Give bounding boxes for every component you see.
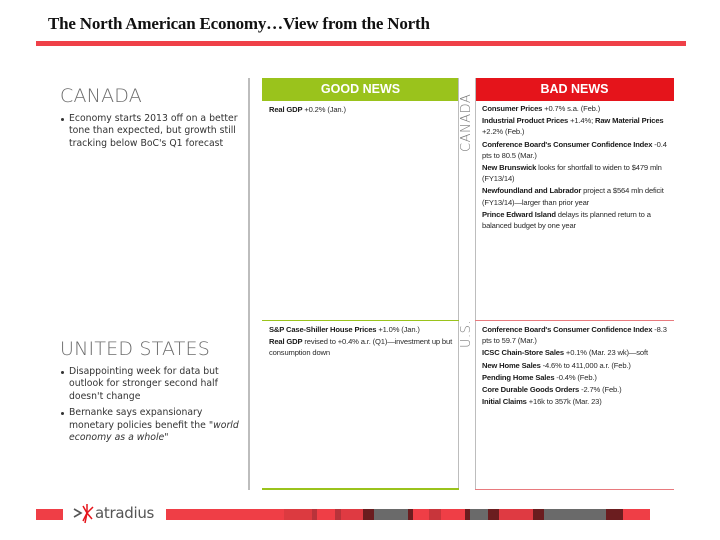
footer-bar-segment (166, 509, 284, 520)
us-bullet-quote: "world economy as a whole" (69, 419, 239, 444)
bad-news-section-divider (475, 320, 674, 321)
news-item: New Brunswick looks for shortfall to widen to $479 mln (FY13/14) (482, 163, 662, 184)
footer-bar-segment (470, 509, 488, 520)
bad-news-header: BAD NEWS (475, 78, 674, 101)
canada-bullets (60, 113, 245, 150)
news-item: Conference Board's Consumer Confidence Index -0.4 pts to 80.5 (Mar.) (482, 139, 667, 160)
footer-color-bar (166, 509, 650, 520)
news-item: Consumer Prices +0.7% s.a. (Feb.) (482, 104, 601, 113)
atradius-logo-icon (72, 501, 94, 525)
side-label-canada: CANADA (459, 93, 474, 152)
us-heading: UNITED STATES (60, 338, 210, 360)
footer-bar-segment (544, 509, 606, 520)
us-bullet-text: Bernanke says expansionary monetary policies benefit the (69, 407, 206, 431)
good-news-header: GOOD NEWS (262, 78, 459, 101)
news-item: Conference Board's Consumer Confidence Index -8.3 pts to 59.7 (Mar.) (482, 325, 667, 346)
atradius-logo (72, 501, 154, 525)
good-news-column (262, 78, 459, 490)
us-bullets (60, 366, 250, 444)
news-item: Pending Home Sales -0.4% (Feb.) (482, 372, 597, 382)
news-item: Core Durable Goods Orders -2.7% (Feb.) (482, 385, 622, 395)
news-item: Real GDP +0.2% (Jan.) (269, 105, 346, 114)
news-item: Initial Claims +16k to 357k (Mar. 23) (482, 397, 602, 407)
footer-bar-segment (429, 509, 441, 520)
canada-heading: CANADA (60, 85, 142, 107)
news-item: Real GDP revised to +0.4% a.r. (Q1)—investment up but consumption down (269, 337, 453, 358)
news-item: New Home Sales -4.6% to 411,000 a.r. (Feb.) (482, 360, 631, 370)
footer-bar-segment (317, 509, 335, 520)
good-news-us-list (269, 324, 457, 360)
news-item: S&P Case-Shiller House Prices +1.0% (Jan.) (269, 325, 420, 334)
footer-bar-segment (533, 509, 544, 520)
footer-bar-segment (341, 509, 363, 520)
us-bullet: Disappointing week for data but outlook for stronger second half doesn't change (60, 366, 250, 403)
good-news-canada-list (269, 104, 457, 116)
footer-bar-segment (441, 509, 465, 520)
slide-title: The North American Economy…View from the North (48, 14, 430, 33)
footer-bar-segment (363, 509, 374, 520)
side-label-us: U.S. (459, 319, 474, 348)
news-item: Prince Edward Island delays its planned return to a balanced budget by one year (482, 209, 651, 231)
footer-bar-segment (374, 509, 408, 520)
news-item: ICSC Chain-Store Sales +0.1% (Mar. 23 wk)—soft (482, 348, 648, 358)
bad-news-border (475, 78, 476, 490)
footer-bar-segment (623, 509, 650, 520)
us-summary (60, 338, 250, 448)
news-item: Industrial Product Prices +1.4%; Raw Material Prices +2.2% (Feb.) (482, 116, 664, 137)
good-news-section-divider (262, 320, 459, 321)
footer-bar-segment (488, 509, 499, 520)
bad-news-column (475, 78, 674, 490)
title-rule (36, 41, 686, 46)
footer-accent-block (36, 509, 63, 520)
footer-bar-segment (413, 509, 429, 520)
bad-news-us-list (482, 324, 670, 408)
footer-bar-segment (499, 509, 533, 520)
atradius-logo-text: atradius (95, 504, 155, 522)
us-bullet (60, 407, 250, 444)
good-news-bottom-rule (262, 488, 459, 490)
footer-bar-segment (284, 509, 312, 520)
news-item: Newfoundland and Labrador project a $564 mln deficit (FY13/14)—larger than prior year (482, 186, 664, 207)
bad-news-canada-list (482, 103, 670, 232)
bad-news-bottom-rule (475, 489, 674, 490)
canada-bullet: Economy starts 2013 off on a better tone than expected, but growth still tracking below BoC's Q1 forecast (60, 113, 245, 150)
footer-bar-segment (606, 509, 623, 520)
left-divider (248, 78, 250, 490)
canada-summary (60, 85, 245, 154)
